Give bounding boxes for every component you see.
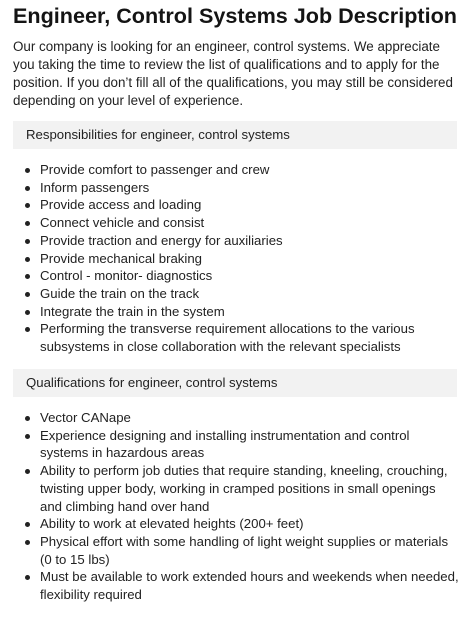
list-item — [13, 462, 459, 515]
bullet-icon — [25, 239, 30, 244]
intro-paragraph: Our company is looking for an engineer, control systems. We appreciate you taking the time to review the list of qualifications and to apply for the position. If you don’t fill all of the qualifications, you may still be considered depending on your level of experience. — [13, 39, 453, 108]
bullet-icon — [25, 221, 30, 226]
responsibility-text: Integrate the train in the system — [40, 303, 225, 319]
responsibility-text: Provide mechanical braking — [40, 250, 202, 266]
list-item — [13, 232, 459, 250]
list-item — [13, 179, 459, 197]
list-item — [13, 267, 459, 285]
bullet-icon — [25, 168, 30, 173]
qualifications-list — [13, 409, 459, 604]
bullet-icon — [25, 257, 30, 262]
responsibilities-header: Responsibilities for engineer, control systems — [13, 121, 457, 149]
qualification-text: Physical effort with some handling of light weight supplies or materials (0 to 15 lbs) — [40, 533, 449, 567]
list-item — [13, 409, 459, 427]
responsibility-text: Control - monitor- diagnostics — [40, 268, 213, 284]
qualification-text: Experience designing and installing instrumentation and control systems in hazardous areas — [40, 427, 410, 461]
bullet-icon — [25, 327, 30, 332]
page-title: Engineer, Control Systems Job Description — [13, 3, 457, 28]
bullet-icon — [25, 540, 30, 545]
responsibility-text: Guide the train on the track — [40, 285, 200, 301]
bullet-icon — [25, 292, 30, 297]
list-item — [13, 285, 459, 303]
list-item — [13, 303, 459, 321]
responsibility-text: Performing the transverse requirement allocations to the various subsystems in close collaboration with the relevant specialists — [40, 321, 415, 355]
list-item — [13, 250, 459, 268]
bullet-icon — [25, 310, 30, 315]
qualification-text: Ability to perform job duties that require standing, kneeling, crouching, twisting upper body, working in cramped positions in small openings and climbing hand over hand — [40, 463, 448, 514]
bullet-icon — [25, 416, 30, 421]
list-item — [13, 320, 459, 355]
responsibility-text: Provide access and loading — [40, 197, 202, 213]
list-item — [13, 196, 459, 214]
list-item — [13, 427, 459, 462]
qualifications-header: Qualifications for engineer, control systems — [13, 369, 457, 397]
responsibility-text: Provide traction and energy for auxiliaries — [40, 232, 283, 248]
bullet-icon — [25, 434, 30, 439]
responsibility-text: Connect vehicle and consist — [40, 215, 205, 231]
responsibility-text: Provide comfort to passenger and crew — [40, 162, 270, 177]
bullet-icon — [25, 274, 30, 279]
qualification-text: Must be available to work extended hours and weekends when needed, flexibility required — [40, 569, 459, 603]
bullet-icon — [25, 203, 30, 208]
bullet-icon — [25, 522, 30, 527]
bullet-icon — [25, 575, 30, 580]
list-item — [13, 515, 459, 533]
qualification-text: Ability to work at elevated heights (200+ feet) — [40, 516, 304, 532]
responsibilities-list — [13, 161, 459, 356]
list-item — [13, 214, 459, 232]
bullet-icon — [25, 469, 30, 474]
list-item — [13, 568, 459, 603]
list-item — [13, 161, 459, 179]
responsibility-text: Inform passengers — [40, 179, 150, 195]
qualification-text: Vector CANape — [40, 410, 131, 425]
list-item — [13, 533, 459, 568]
bullet-icon — [25, 186, 30, 191]
